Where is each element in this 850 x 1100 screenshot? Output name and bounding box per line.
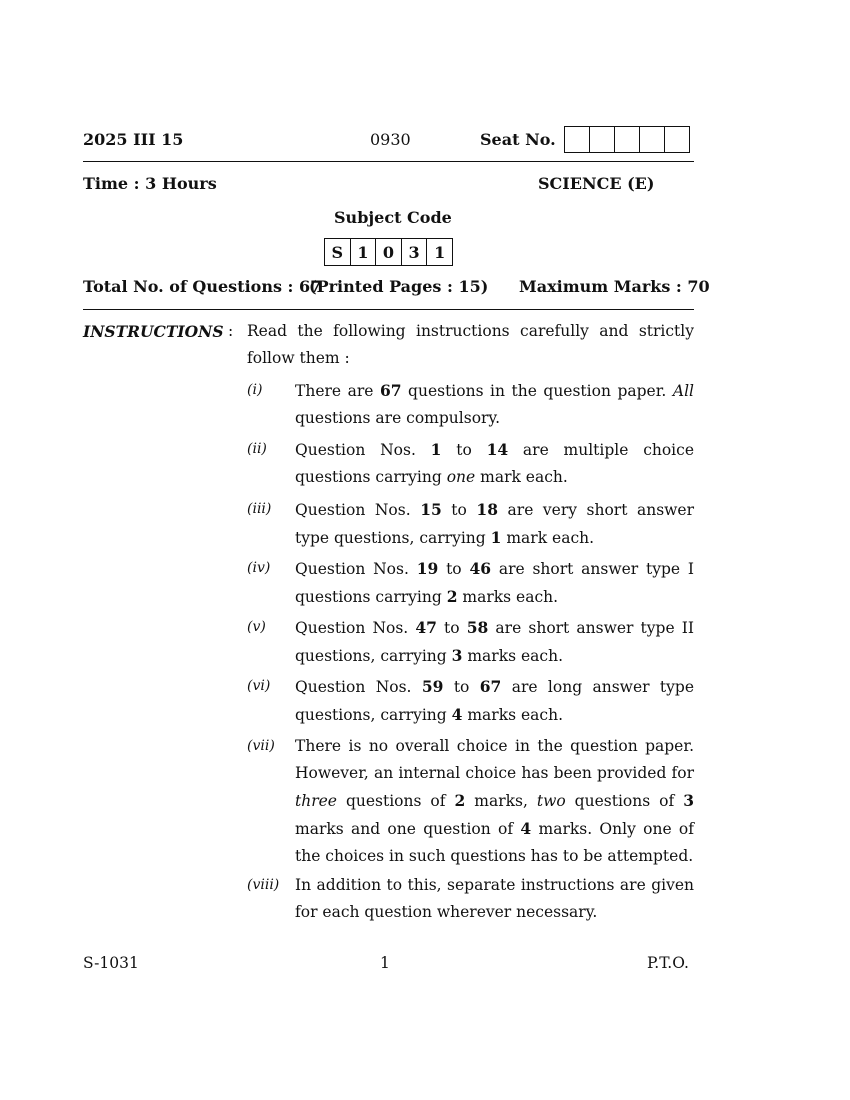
item-number: (iv) [247,560,271,576]
maximum-marks: Maximum Marks : 70 [519,277,710,296]
item-number: (v) [247,619,266,635]
seat-digit-box[interactable] [664,127,689,152]
subject-code-char: S [331,242,344,262]
item-number: (ii) [247,441,267,457]
subject-code-char: 3 [401,239,427,265]
subject-code-char: 0 [375,239,401,265]
instruction-item [247,872,694,926]
instruction-item [247,673,694,729]
time-label: Time : 3 Hours [83,174,217,193]
instruction-item [247,614,694,670]
seat-digit-box[interactable] [639,127,664,152]
item-number: (iii) [247,501,272,517]
paper-code: 0930 [370,130,411,149]
instruction-item [247,436,694,491]
subject-code-char: 1 [350,239,376,265]
instructions-colon: : [228,322,234,340]
subject-code-boxes [324,238,453,266]
header-rule-top [83,161,694,162]
header-rule-bottom [83,309,694,310]
instruction-item [247,733,694,870]
item-text: There are 67 questions in the question paper. All questions are compulsory. [295,381,694,427]
seat-label: Seat No. [480,130,556,149]
subject-title: SCIENCE (E) [538,174,655,193]
item-text: Question Nos. 1 to 14 are multiple choice questions carrying one mark each. [295,440,694,486]
seat-digit-box[interactable] [565,127,589,152]
item-text: Question Nos. 19 to 46 are short answer type I questions carrying 2 marks each. [295,559,694,606]
instruction-item [247,496,694,552]
subject-code-label: Subject Code [334,208,452,227]
total-questions: Total No. of Questions : 67 [83,277,322,296]
item-text: In addition to this, separate instructions are given for each question wherever necessary. [295,876,694,921]
item-text: There is no overall choice in the question paper. However, an internal choice has been provided for three questions of 2 marks, two questions of 3 marks and one question of 4 marks. Only one of the choices in such questions has to be attempted. [295,737,695,865]
footer-code: S-1031 [83,954,139,972]
instruction-item [247,555,694,611]
instructions-label: INSTRUCTIONS [83,322,224,341]
instruction-item [247,377,694,432]
item-number: (vi) [247,678,271,694]
exam-code: 2025 III 15 [83,130,184,149]
subject-code-char: 1 [426,239,452,265]
item-text: Question Nos. 15 to 18 are very short answer type questions, carrying 1 mark each. [295,500,695,547]
printed-pages: (Printed Pages : 15) [309,277,489,296]
item-text: Question Nos. 59 to 67 are long answer type questions, carrying 4 marks each. [295,677,694,724]
pto-label: P.T.O. [647,954,689,972]
item-number: (vii) [247,738,275,754]
item-number: (i) [247,382,263,398]
page-number: 1 [380,954,390,972]
instructions-intro: Read the following instructions carefully and strictly follow them : [247,322,694,367]
item-number: (viii) [247,877,280,893]
seat-digit-box[interactable] [614,127,639,152]
item-text: Question Nos. 47 to 58 are short answer type II questions, carrying 3 marks each. [295,618,695,665]
seat-number-boxes[interactable] [564,126,690,153]
seat-digit-box[interactable] [589,127,614,152]
